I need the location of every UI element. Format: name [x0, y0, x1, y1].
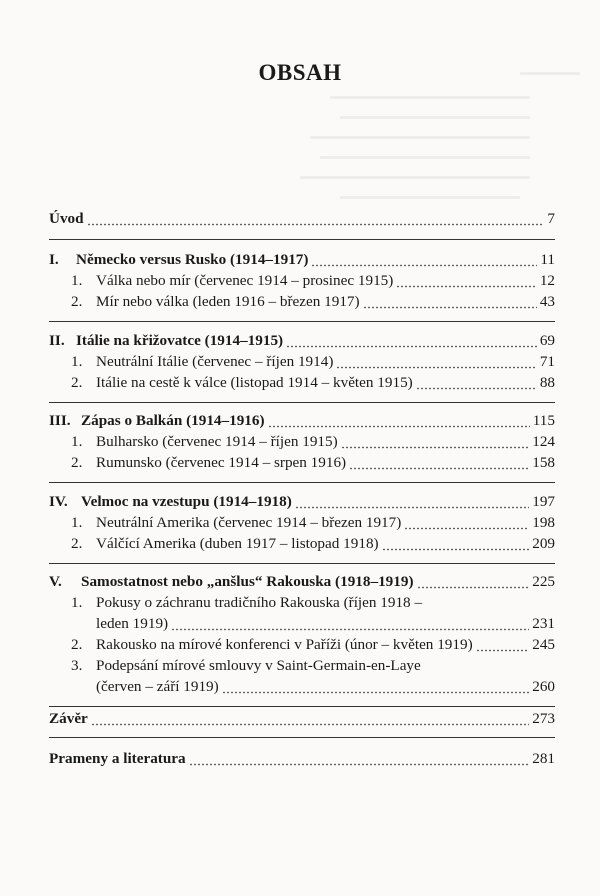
section-number: 2.	[71, 454, 83, 471]
page-number: 69	[539, 332, 555, 349]
leader-dots	[396, 275, 536, 289]
toc-section	[49, 512, 555, 534]
toc-label: Závěr	[49, 710, 88, 727]
chapter-number: II.	[49, 332, 65, 349]
toc-chapter-2	[49, 330, 555, 352]
section-title: Válka nebo mír (červenec 1914 – prosinec 1915)	[96, 272, 394, 289]
section-title: Rakousko na mírové konferenci v Paříži (únor – květen 1919)	[96, 636, 473, 653]
toc-section	[49, 592, 555, 614]
toc-section	[49, 291, 555, 313]
page-number: 7	[547, 210, 555, 227]
chapter-number: V.	[49, 573, 62, 590]
section-title-line-2: leden 1919)	[96, 615, 169, 632]
page-number: 245	[532, 636, 555, 653]
section-title-line-2: (červen – září 1919)	[96, 678, 219, 695]
leader-dots	[336, 356, 536, 370]
page-number: 124	[532, 433, 555, 450]
toc-label: Prameny a literatura	[49, 750, 186, 767]
section-number: 1.	[71, 594, 83, 611]
toc-chapter-4	[49, 491, 555, 513]
section-title: Rumunsko (červenec 1914 – srpen 1916)	[96, 454, 347, 471]
leader-dots	[363, 296, 537, 310]
page-number: 43	[539, 293, 555, 310]
section-number: 1.	[71, 433, 83, 450]
section-title-line-1: Pokusy o záchranu tradičního Rakouska (říjen 1918 –	[96, 594, 423, 611]
leader-dots	[416, 377, 537, 391]
chapter-number: I.	[49, 251, 59, 268]
page-number: 12	[539, 272, 555, 289]
toc-section-continued	[49, 613, 555, 635]
section-title: Mír nebo válka (leden 1916 – březen 1917)	[96, 293, 360, 310]
page-number: 209	[532, 535, 555, 552]
leader-dots	[171, 618, 529, 632]
divider	[49, 563, 555, 564]
section-title: Bulharsko (červenec 1914 – říjen 1915)	[96, 433, 338, 450]
leader-dots	[417, 576, 530, 590]
section-number: 1.	[71, 514, 83, 531]
section-number: 2.	[71, 293, 83, 310]
section-title: Neutrální Itálie (červenec – říjen 1914)	[96, 353, 334, 370]
leader-dots	[476, 639, 530, 653]
toc-entry-prameny	[49, 748, 555, 770]
toc-label: Úvod	[49, 210, 84, 227]
toc-section	[49, 452, 555, 474]
toc-section-continued	[49, 676, 555, 698]
leader-dots	[349, 457, 529, 471]
page-number: 197	[532, 493, 555, 510]
chapter-title: Velmoc na vzestupu (1914–1918)	[81, 493, 292, 510]
toc-entry-zaver	[49, 708, 555, 730]
divider	[49, 239, 555, 240]
chapter-title: Zápas o Balkán (1914–1916)	[81, 412, 265, 429]
section-number: 1.	[71, 272, 83, 289]
leader-dots	[311, 254, 537, 268]
toc-section	[49, 655, 555, 677]
divider	[49, 737, 555, 738]
section-number: 2.	[71, 374, 83, 391]
section-number: 2.	[71, 636, 83, 653]
leader-dots	[295, 496, 529, 510]
leader-dots	[286, 335, 537, 349]
section-title-line-1: Podepsání mírové smlouvy v Saint-Germain-en-Laye	[96, 657, 421, 674]
section-title: Itálie na cestě k válce (listopad 1914 – květen 1915)	[96, 374, 413, 391]
leader-dots	[382, 538, 530, 552]
chapter-number: III.	[49, 412, 71, 429]
leader-dots	[189, 753, 530, 767]
page-number: 273	[532, 710, 555, 727]
divider	[49, 402, 555, 403]
page-number: 71	[539, 353, 555, 370]
toc-chapter-1	[49, 249, 555, 271]
leader-dots	[87, 213, 545, 227]
toc-section	[49, 533, 555, 555]
chapter-title: Samostatnost nebo „anšlus“ Rakouska (1918–1919)	[81, 573, 414, 590]
toc-section	[49, 351, 555, 373]
chapter-title: Itálie na křižovatce (1914–1915)	[76, 332, 284, 349]
toc-chapter-5	[49, 571, 555, 593]
toc-section	[49, 431, 555, 453]
toc-entry-uvod	[49, 208, 555, 230]
chapter-number: IV.	[49, 493, 68, 510]
section-number: 3.	[71, 657, 83, 674]
section-title: Válčící Amerika (duben 1917 – listopad 1918)	[96, 535, 379, 552]
page-number: 11	[540, 251, 555, 268]
page-number: 198	[532, 514, 555, 531]
page-number: 158	[532, 454, 555, 471]
page-title: OBSAH	[258, 60, 342, 85]
divider	[49, 321, 555, 322]
page-number: 225	[532, 573, 555, 590]
chapter-title: Německo versus Rusko (1914–1917)	[76, 251, 309, 268]
leader-dots	[222, 681, 530, 695]
divider	[49, 482, 555, 483]
toc-chapter-3	[49, 410, 555, 432]
toc-section	[49, 634, 555, 656]
page-number: 231	[532, 615, 555, 632]
leader-dots	[404, 517, 529, 531]
leader-dots	[268, 415, 530, 429]
leader-dots	[91, 713, 529, 727]
page-number: 260	[532, 678, 555, 695]
page-number: 88	[539, 374, 555, 391]
divider	[49, 706, 555, 707]
page-number: 281	[532, 750, 555, 767]
section-number: 1.	[71, 353, 83, 370]
section-title: Neutrální Amerika (červenec 1914 – březen 1917)	[96, 514, 402, 531]
toc-section	[49, 372, 555, 394]
leader-dots	[341, 436, 530, 450]
section-number: 2.	[71, 535, 83, 552]
toc-section	[49, 270, 555, 292]
page-number: 115	[532, 412, 555, 429]
